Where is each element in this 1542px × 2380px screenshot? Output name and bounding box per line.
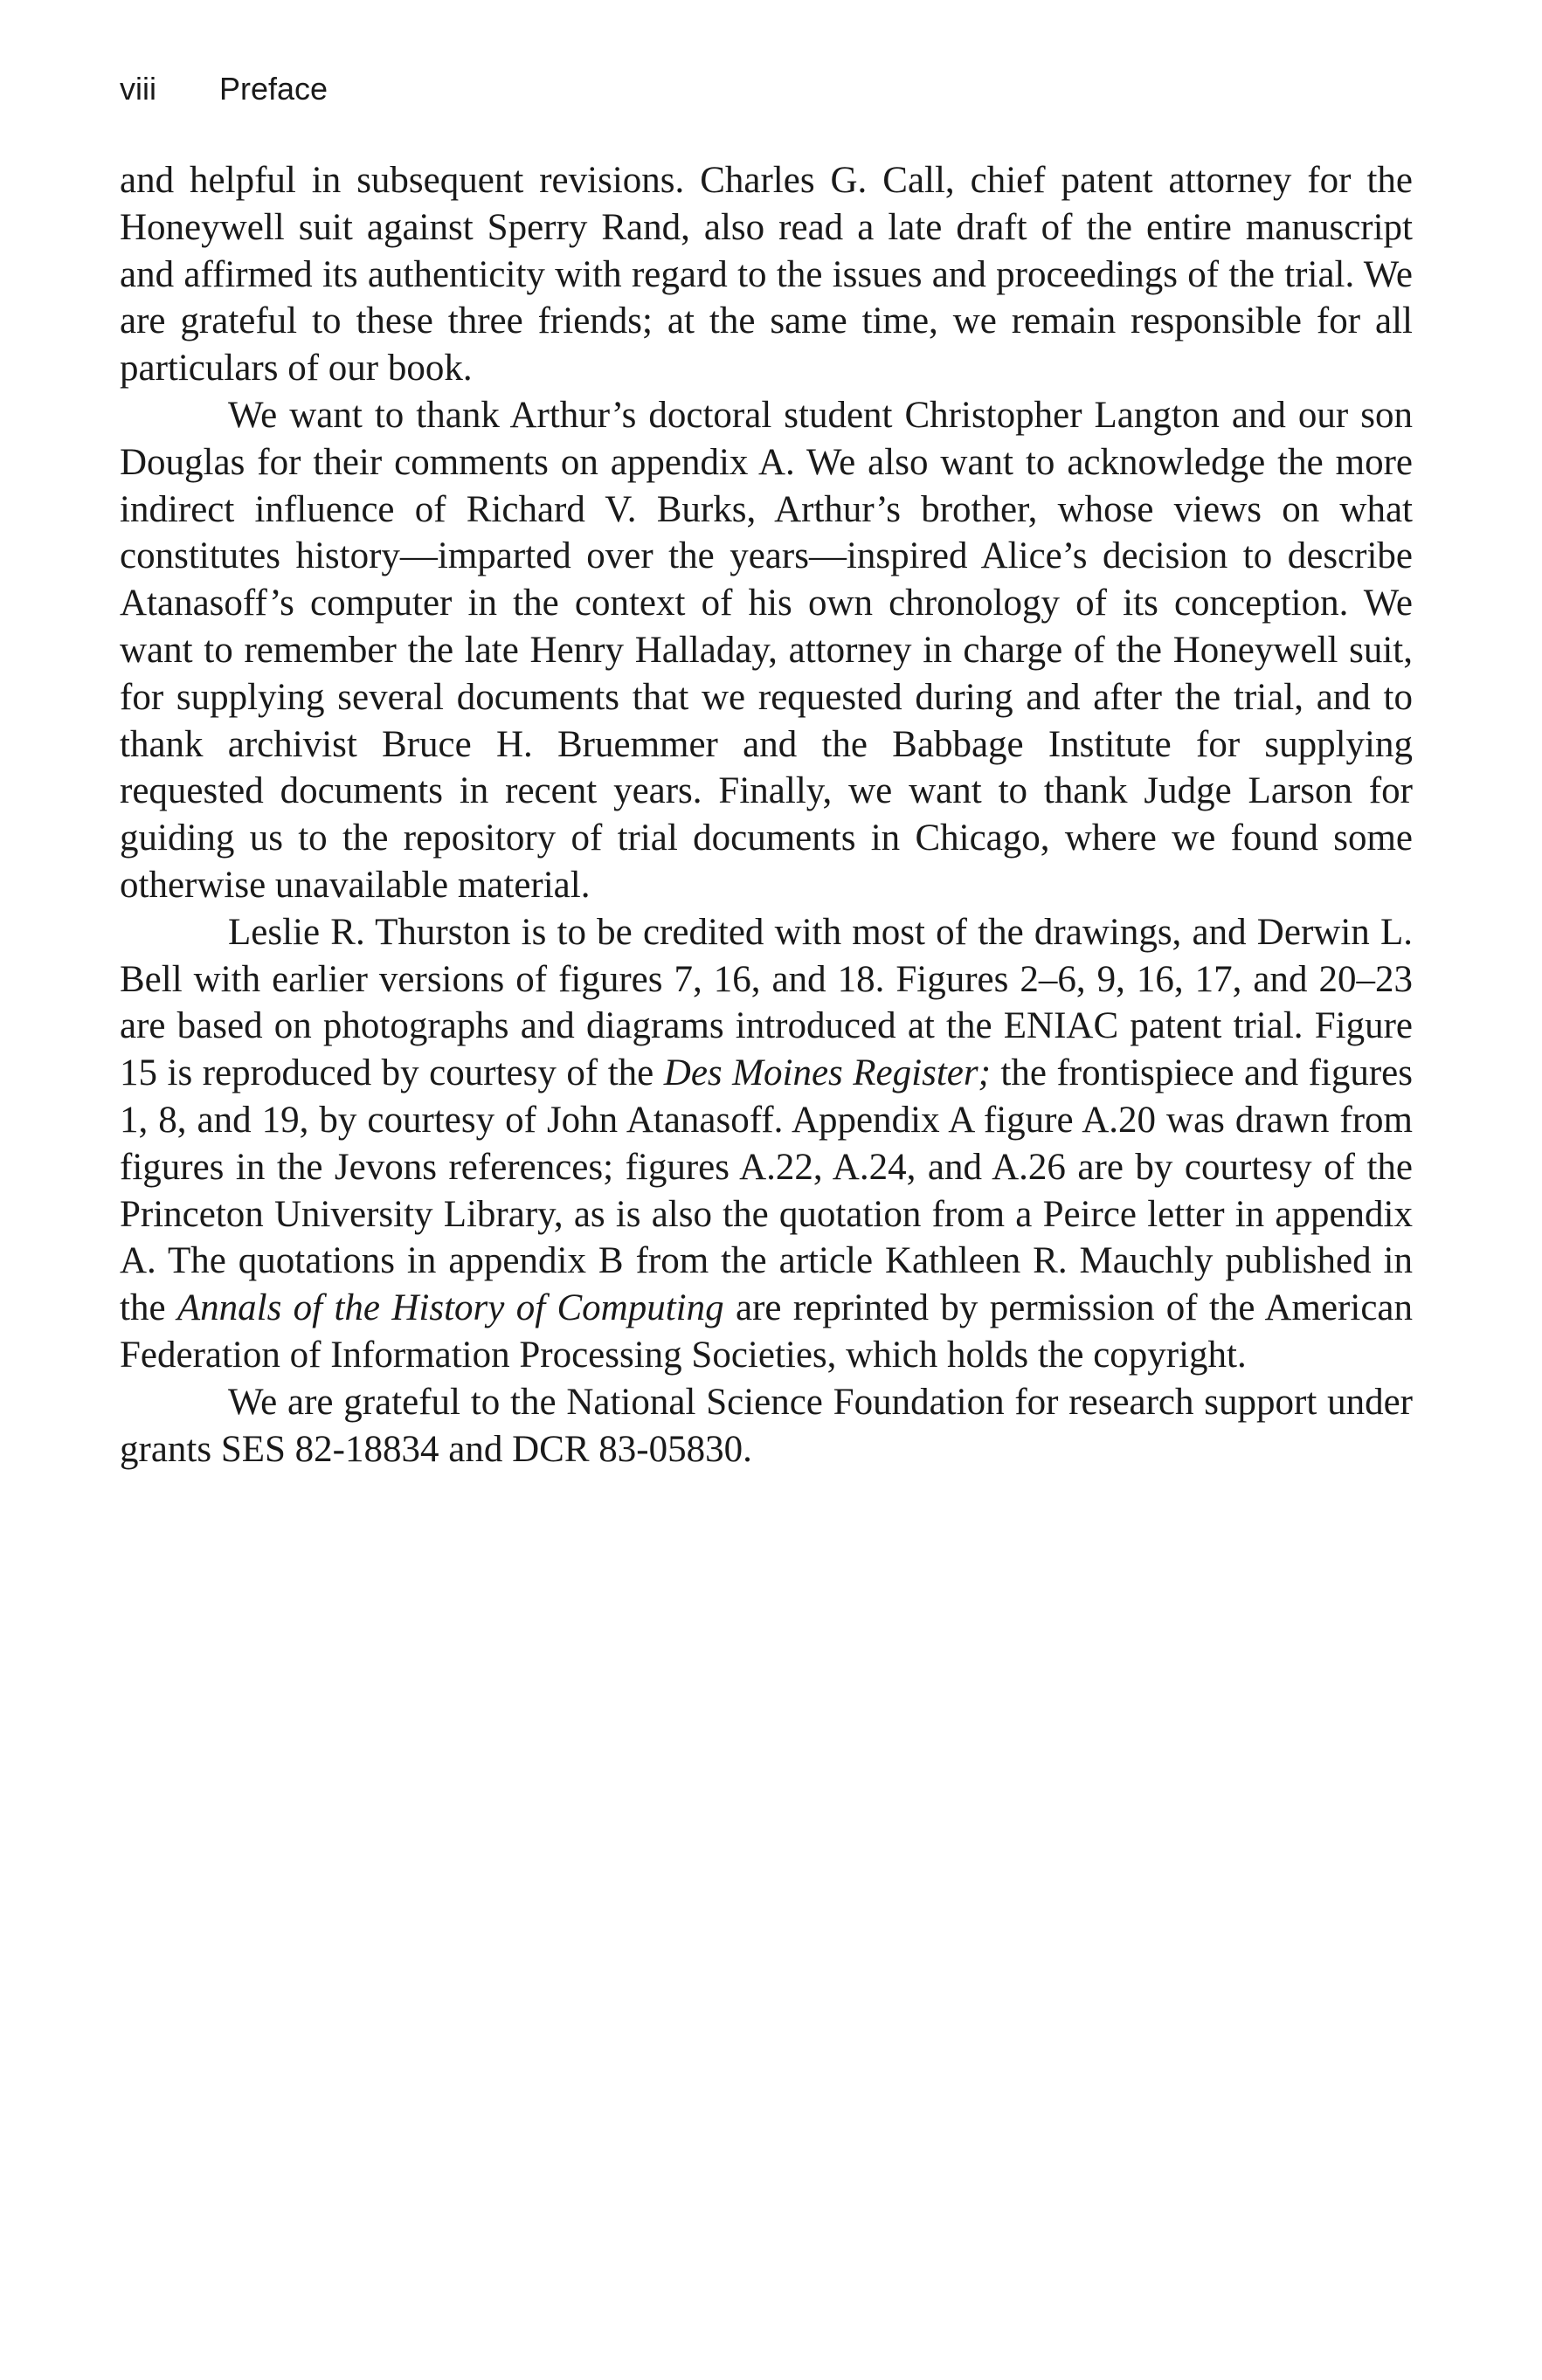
running-head xyxy=(120,70,328,108)
body-text xyxy=(120,157,1413,1473)
paragraph-illustration-credits xyxy=(120,909,1413,1379)
text-run: the frontispiece and figures 1, 8, and 19, by courtesy of John Atanasoff. Appendix A figure A.20 was drawn from figures in the Jevons references; figures A.22, A.24, and A.26 are by courtesy of the Princeton University Library, as is also the quotation from a Peirce letter in appendix A. The quotations in appendix B from the article Kathleen R. Mauchly published in the xyxy=(120,1052,1413,1329)
page-number: viii xyxy=(120,71,156,107)
text-run: Leslie R. Thurston is to be credited with most of the drawings, and Derwin L. Bell with earlier versions of figures 7, 16, and 18. Figures 2–6, 9, 16, 17, and 20–23 are based on photographs and diagrams introduced at the ENIAC patent trial. Figure 15 is reproduced by courtesy of the xyxy=(120,911,1413,1094)
text-run: are reprinted by permission of the American Federation of Information Processing Societies, which holds the copyright. xyxy=(120,1287,1413,1376)
text-run: We want to thank Arthur’s doctoral student Christopher Langton and our son Douglas for their comments on appendix A. We also want to acknowledge the more indirect influence of Richard V. Burks, Arthur’s brother, whose views on what constitutes history—imparted over the years—inspired Alice’s decision to describe Atanasoff’s computer in the context of his own chronology of its conception. We want to remember the late Henry Halladay, attorney in charge of the Honeywell suit, for supplying several documents that we requested during and after the trial, and to thank archivist Bruce H. Bruemmer and the Babbage Institute for supplying requested documents in recent years. Finally, we want to thank Judge Larson for guiding us to the repository of trial documents in Chicago, where we found some otherwise unavailable material. xyxy=(120,394,1413,906)
text-run: and helpful in subsequent revisions. Charles G. Call, chief patent attorney for the Honeywell suit against Sperry Rand, also read a late draft of the entire manuscript and affirmed its authenticity with regard to the issues and proceedings of the trial. We are grateful to these three friends; at the same time, we remain responsible for all particulars of our book. xyxy=(120,160,1413,390)
italic-title-annals: Annals of the History of Computing xyxy=(176,1287,724,1329)
paragraph-continued xyxy=(120,157,1413,392)
paragraph-acknowledgments xyxy=(120,392,1413,909)
running-title: Preface xyxy=(219,71,328,107)
italic-title-des-moines-register: Des Moines Register; xyxy=(663,1052,991,1094)
paragraph-funding xyxy=(120,1379,1413,1473)
text-run: We are grateful to the National Science Foundation for research support under grants SES 82-18834 and DCR 83-05830. xyxy=(120,1381,1413,1470)
